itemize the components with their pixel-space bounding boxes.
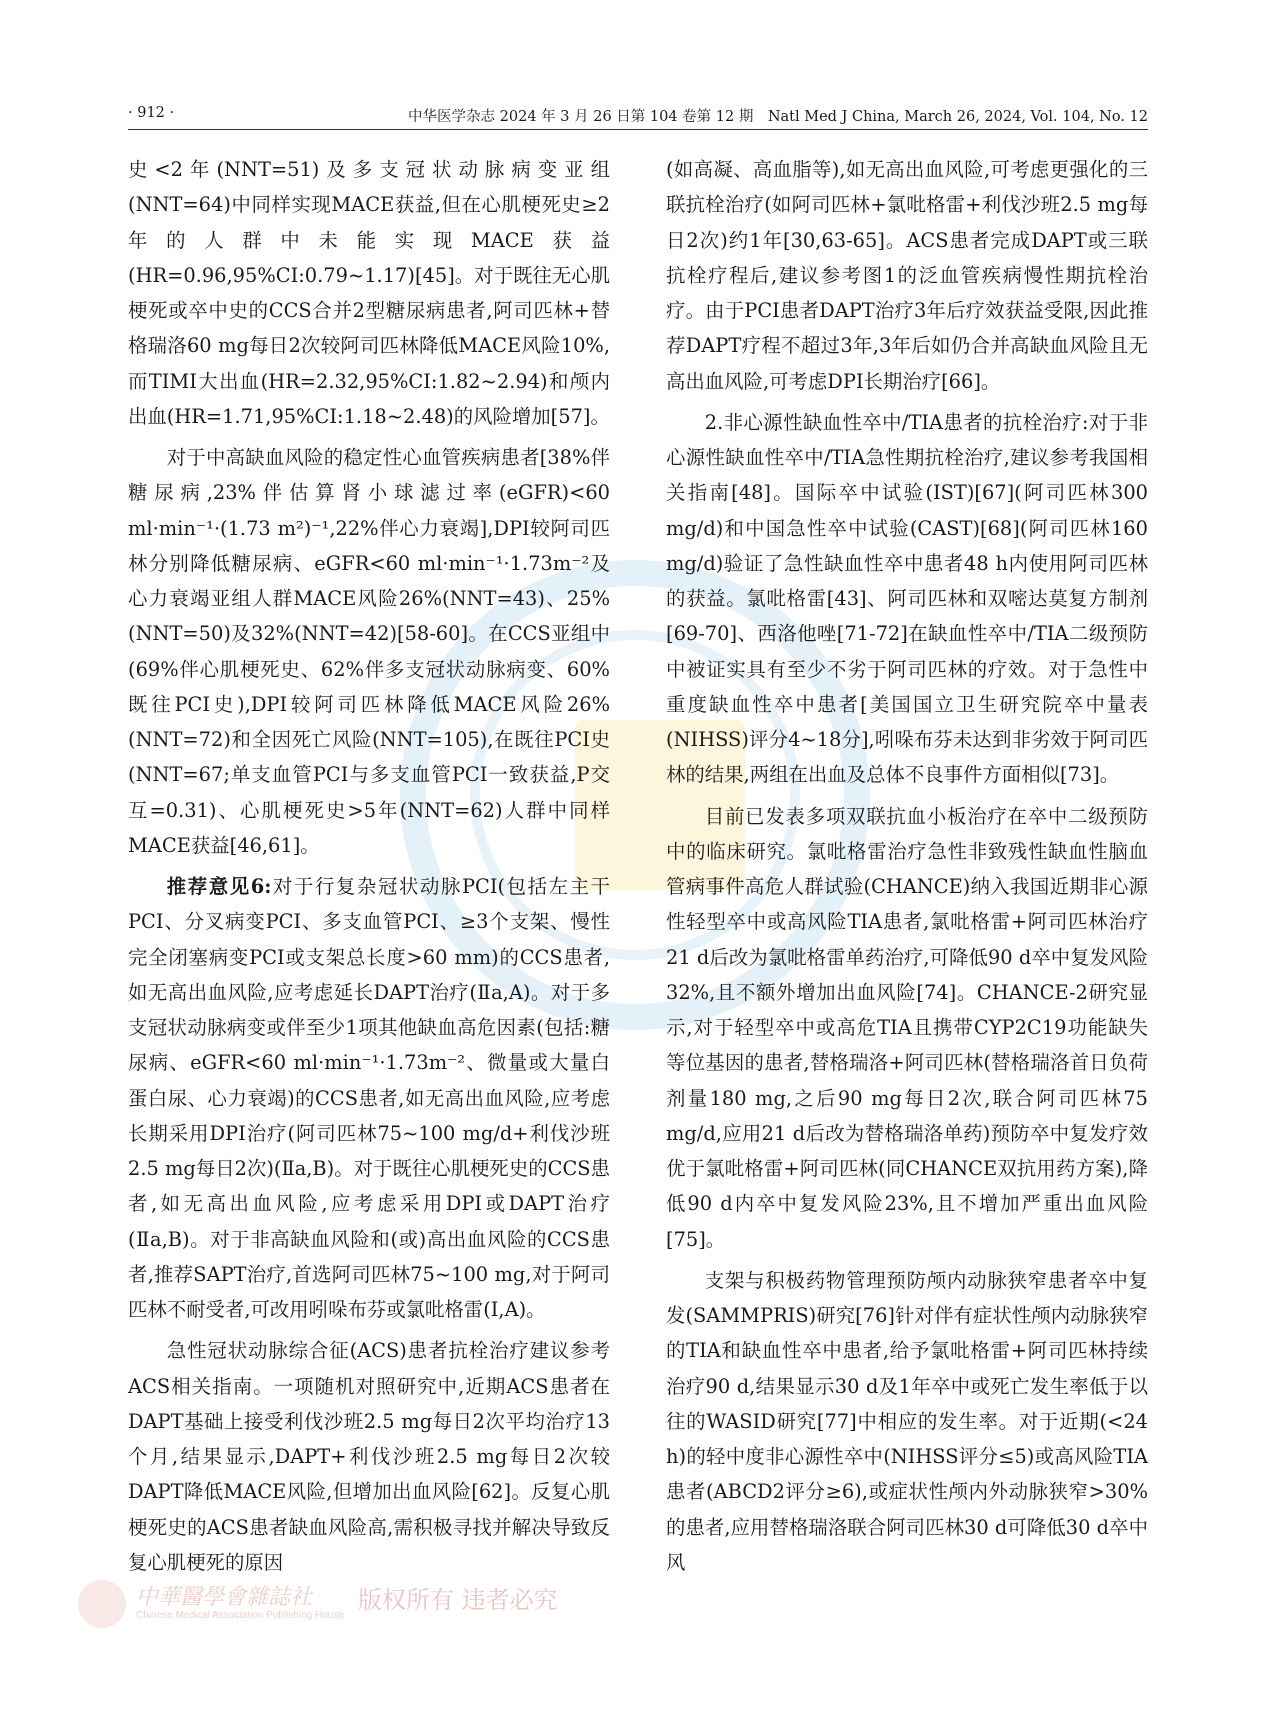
- recommendation-text: 对于行复杂冠状动脉PCI(包括左主干PCI、分叉病变PCI、多支血管PCI、≥3个支架、慢性完全闭塞病变PCI或支架总长度>60 mm)的CCS患者,如无高出血风险,应考虑延长DAPT治疗(Ⅱa,A)。对于多支冠状动脉病变或伴至少1项其他缺血高危因素(包括:糖尿病、eGFR<60 ml·min⁻¹·1.73m⁻²、微量或大量白蛋白尿、心力衰竭)的CCS患者,如无高出血风险,应考虑长期采用DPI治疗(阿司匹林75~100 mg/d+利伐沙班2.5 mg每日2次)(Ⅱa,B)。对于既往心肌梗死史的CCS患者,如无高出血风险,应考虑采用DPI或DAPT治疗(Ⅱa,B)。对于非高缺血风险和(或)高出血风险的CCS患者,推荐SAPT治疗,首选阿司匹林75~100 mg,对于阿司匹林不耐受者,可改用吲哚布芬或氯吡格雷(Ⅰ,A)。: [128, 875, 611, 1321]
- paragraph: 史<2年(NNT=51)及多支冠状动脉病变亚组(NNT=64)中同样实现MACE获益,但在心肌梗死史≥2年的人群中未能实现MACE获益(HR=0.96,95%CI:0.79~1.17)[45]。对于既往无心肌梗死或卒中史的CCS合并2型糖尿病患者,阿司匹林+替格瑞洛60 mg每日2次较阿司匹林降低MACE风险10%,而TIMI大出血(HR=2.32,95%CI:1.82~2.94)和颅内出血(HR=1.71,95%CI:1.18~2.48)的风险增加[57]。: [128, 158, 610, 428]
- publisher-english-name: Chinese Medical Association Publishing House: [136, 1610, 344, 1621]
- recommendation-paragraph: [128, 869, 610, 1327]
- running-header: [128, 103, 1148, 130]
- paragraph: (如高凝、高血脂等),如无高出血风险,可考虑更强化的三联抗栓治疗(如阿司匹林+氯吡格雷+利伐沙班2.5 mg每日2次)约1年[30,63-65]。ACS患者完成DAPT或三联抗栓疗程后,建议参考图1的泛血管疾病慢性期抗栓治疗。由于PCI患者DAPT治疗3年后疗效获益受限,因此推荐DAPT疗程不超过3年,3年后如仍合并高缺血风险且无高出血风险,可考虑DPI长期治疗[66]。: [666, 158, 1148, 393]
- copyright-slogan: 版权所有 违者必究: [358, 1586, 558, 1614]
- paragraph: 2.非心源性缺血性卒中/TIA患者的抗栓治疗:对于非心源性缺血性卒中/TIA急性期抗栓治疗,建议参考我国相关指南[48]。国际卒中试验(IST)[67](阿司匹林300 mg/d)和中国急性卒中试验(CAST)[68](阿司匹林160 mg/d)验证了急性缺血性卒中患者48 h内使用阿司匹林的获益。氯吡格雷[43]、阿司匹林和双嘧达莫复方制剂[69-70]、西洛他唑[71-72]在缺血性卒中/TIA二级预防中被证实具有至少不劣于阿司匹林的疗效。对于急性中重度缺血性卒中患者[美国国立卫生研究院卒中量表(NIHSS)评分4~18分],吲哚布芬未达到非劣效于阿司匹林的结果,两组在出血及总体不良事件方面相似[73]。: [666, 410, 1148, 787]
- publisher-logo-icon: [78, 1580, 126, 1628]
- paragraph: 急性冠状动脉综合征(ACS)患者抗栓治疗建议参考ACS相关指南。一项随机对照研究中,近期ACS患者在DAPT基础上接受利伐沙班2.5 mg每日2次平均治疗13个月,结果显示,DAPT+利伐沙班2.5 mg每日2次较DAPT降低MACE风险,但增加出血风险[62]。反复心肌梗死史的ACS患者缺血风险高,需积极寻找并解决导致反复心肌梗死的原因: [128, 1339, 610, 1574]
- journal-citation: 中华医学杂志 2024 年 3 月 26 日第 104 卷第 12 期 Natl Med J China, March 26, 2024, Vol. 104, No. 12: [408, 109, 1148, 125]
- left-column: [128, 152, 610, 1586]
- recommendation-label: 推荐意见6:: [166, 875, 272, 898]
- paragraph: 目前已发表多项双联抗血小板治疗在卒中二级预防中的临床研究。氯吡格雷治疗急性非致残性缺血性脑血管病事件高危人群试验(CHANCE)纳入我国近期非心源性轻型卒中或高风险TIA患者,氯吡格雷+阿司匹林治疗21 d后改为氯吡格雷单药治疗,可降低90 d卒中复发风险32%,且不额外增加出血风险[74]。CHANCE-2研究显示,对于轻型卒中或高危TIA且携带CYP2C19功能缺失等位基因的患者,替格瑞洛+阿司匹林(替格瑞洛首日负荷剂量180 mg,之后90 mg每日2次,联合阿司匹林75 mg/d,应用21 d后改为替格瑞洛单药)预防卒中复发疗效优于氯吡格雷+阿司匹林(同CHANCE双抗用药方案),降低90 d内卒中复发风险23%,且不增加严重出血风险[75]。: [666, 804, 1148, 1251]
- paragraph: 支架与积极药物管理预防颅内动脉狭窄患者卒中复发(SAMMPRIS)研究[76]针对伴有症状性颅内动脉狭窄的TIA和缺血性卒中患者,给予氯吡格雷+阿司匹林持续治疗90 d,结果显示30 d及1年卒中或死亡发生率低于以往的WASID研究[77]中相应的发生率。对于近期(<24 h)的轻中度非心源性卒中(NIHSS评分≤5)或高风险TIA患者(ABCD2评分≥6),或症状性颅内外动脉狭窄>30%的患者,应用替格瑞洛联合阿司匹林30 d可降低30 d卒中风: [666, 1268, 1148, 1574]
- page-number: · 912 ·: [128, 105, 175, 121]
- right-column: [666, 152, 1148, 1586]
- publisher-watermark: [78, 1576, 558, 1636]
- publisher-name: 中華醫學會雜誌社: [136, 1585, 313, 1610]
- paragraph: 对于中高缺血风险的稳定性心血管疾病患者[38%伴糖尿病,23%伴估算肾小球滤过率(eGFR)<60 ml·min⁻¹·(1.73 m²)⁻¹,22%伴心力衰竭],DPI较阿司匹林分别降低糖尿病、eGFR<60 ml·min⁻¹·1.73m⁻²及心力衰竭亚组人群MACE风险26%(NNT=43)、25%(NNT=50)及32%(NNT=42)[58-60]。在CCS亚组中(69%伴心肌梗死史、62%伴多支冠状动脉病变、60%既往PCI史),DPI较阿司匹林降低MACE风险26%(NNT=72)和全因死亡风险(NNT=105),在既往PCI史(NNT=67;单支血管PCI与多支血管PCI一致获益,P交互=0.31)、心肌梗死史>5年(NNT=62)人群中同样MACE获益[46,61]。: [128, 446, 610, 857]
